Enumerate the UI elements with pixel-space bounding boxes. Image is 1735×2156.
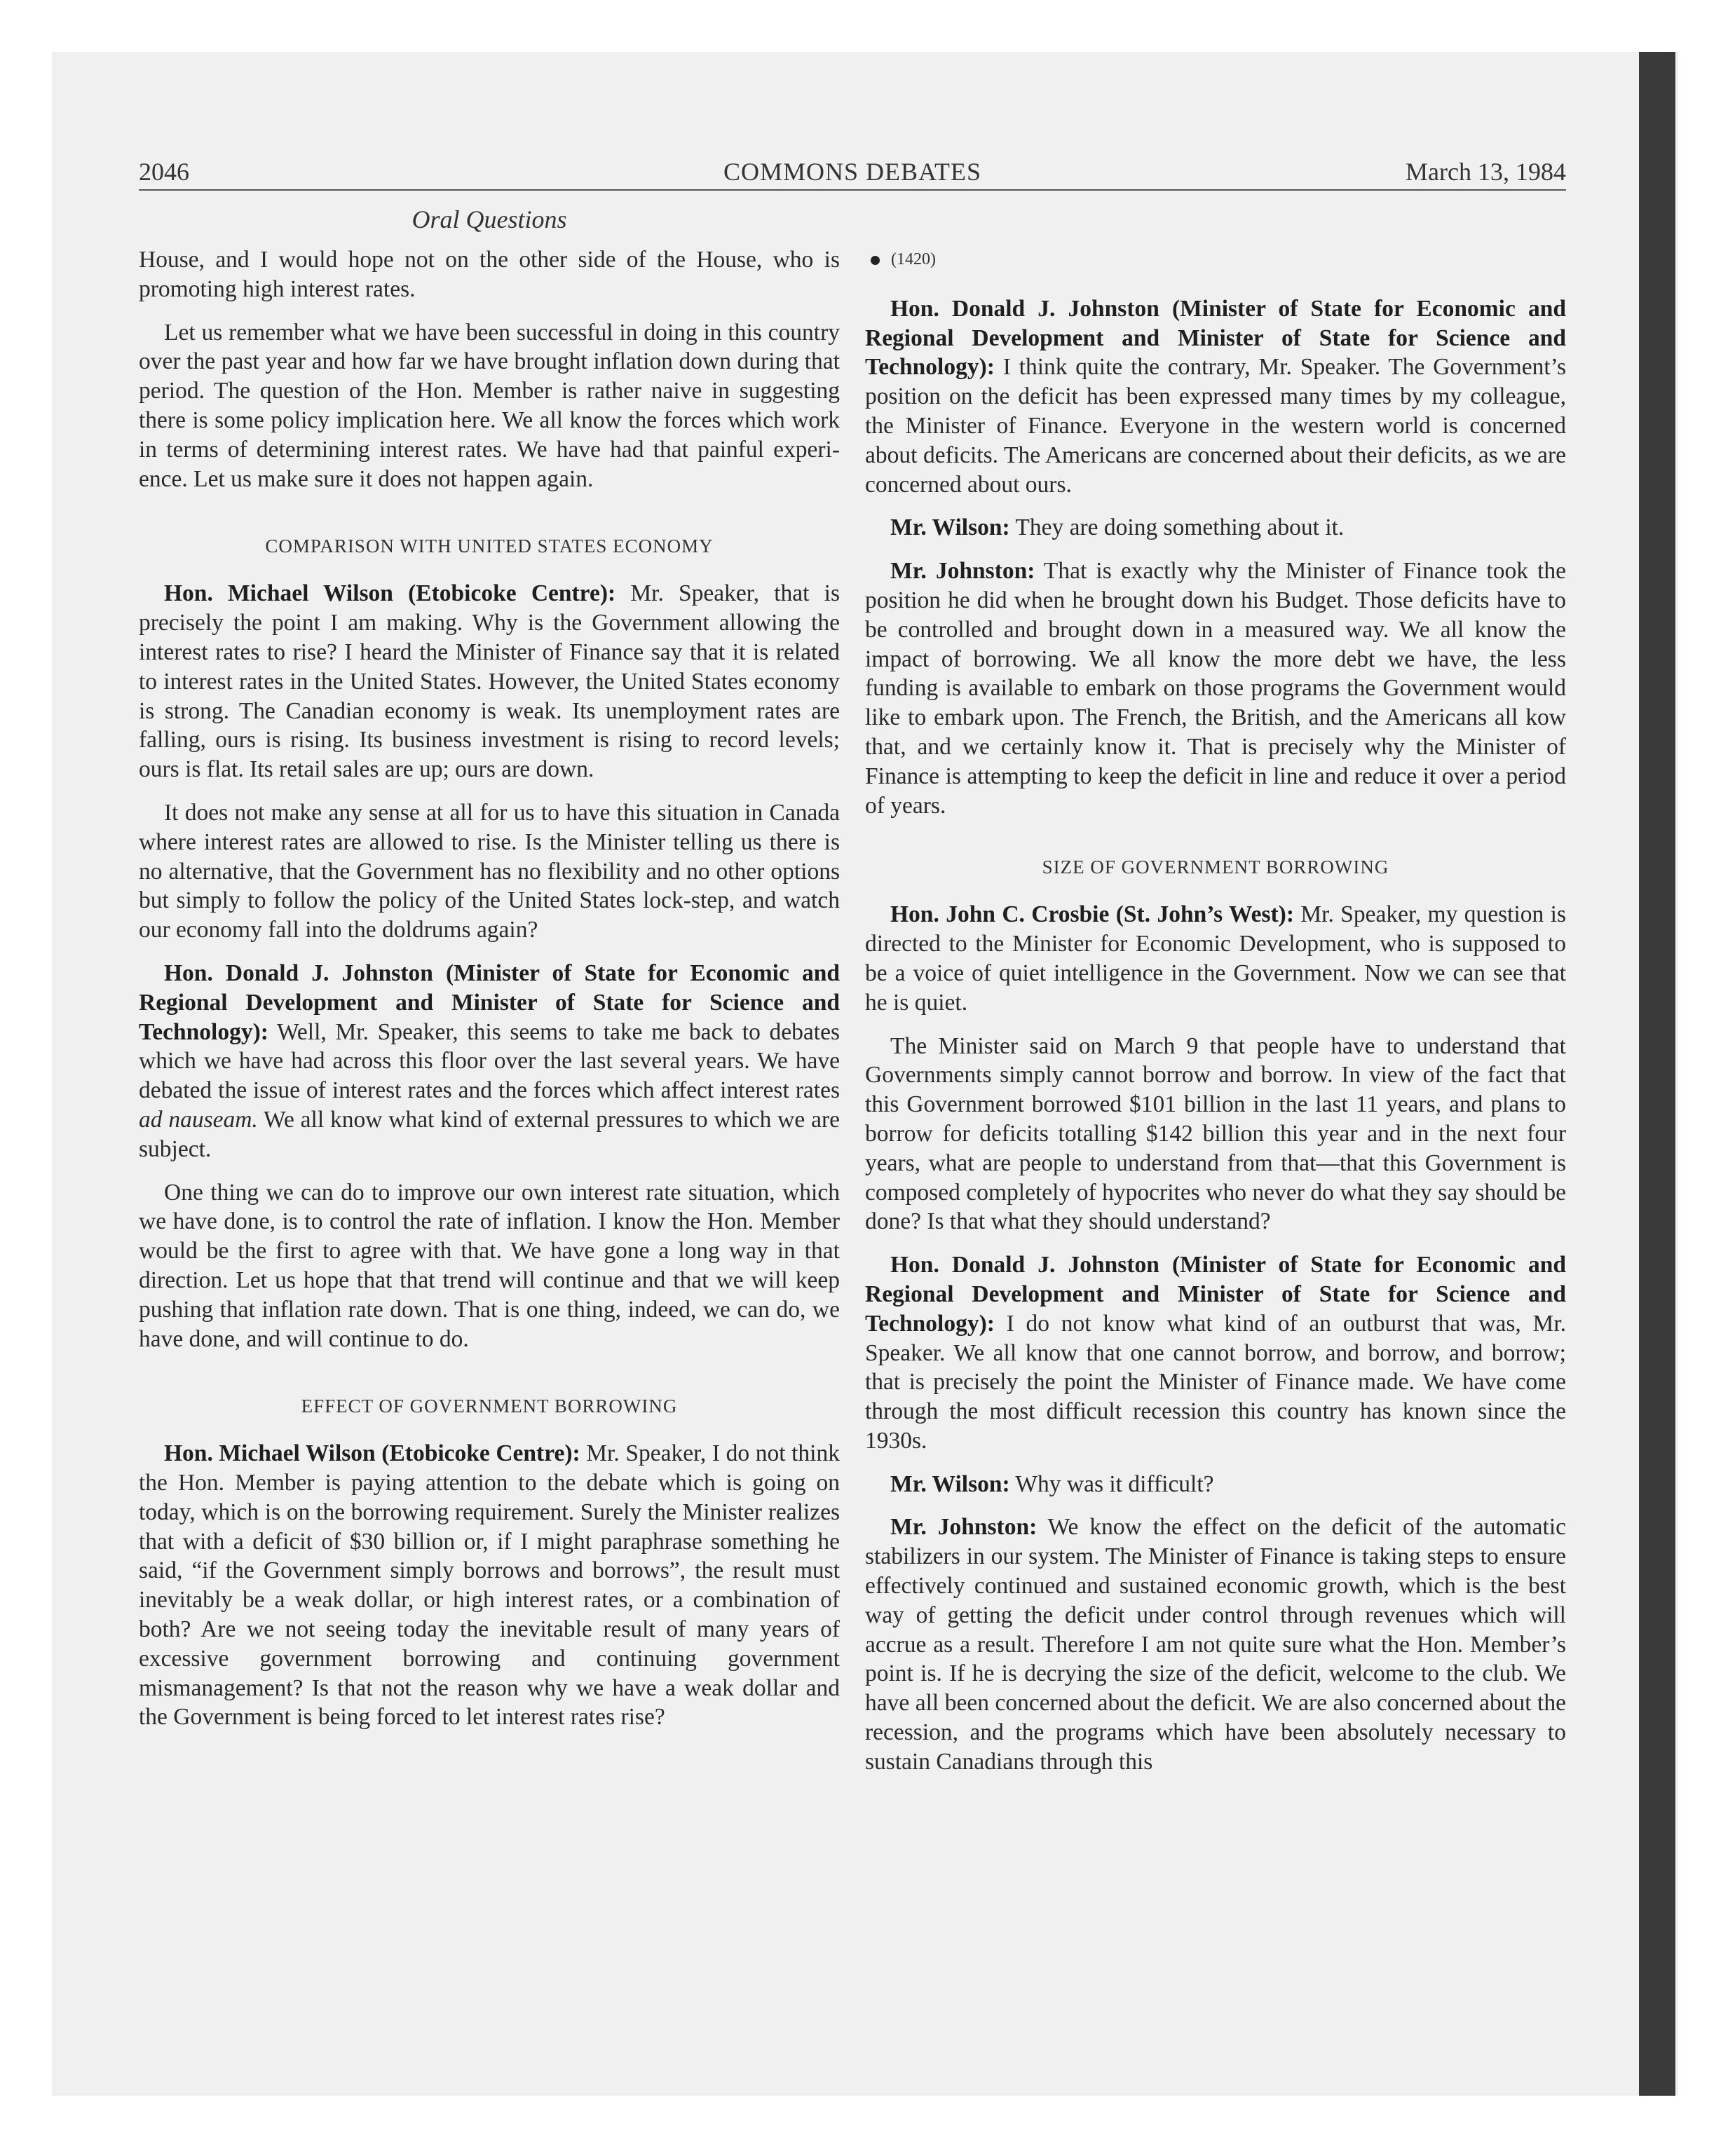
publication-title: COMMONS DEBATES <box>723 158 982 186</box>
speaker-name: Mr. Johnston: <box>890 558 1035 585</box>
scanned-page-edge <box>1639 52 1675 2096</box>
publication-date: March 13, 1984 <box>1406 158 1566 186</box>
speaker-name: Hon. Donald J. Johnston (Minister of State for Economic and Regional Development and Minister of State for Science and Technology): <box>865 295 1566 381</box>
speech-text: That is exactly why the Minister of Finance took the position he did when he brought down his Budget. Those deficits have to be controlled and brought down in a measured way. We all know the impact of borrowing. We all know the more debt we have, the less funding is available to embark on those programs the Government would like to embark upon. The French, the British, and the Americans all kow that, and we certainly know it. That is precisely why the Minister of Finance is attempting to keep the deficit in line and reduce it over a period of years. <box>865 558 1566 819</box>
paragraph: It does not make any sense at all for us to have this situation in Canada where interest rates are allowed to rise. Is the Minister telling us there is no alternative, that the Government has no flexibility and no other options but simply to follow the policy of the United States lock-step, and watch our economy fall into the doldrums again? <box>139 799 840 943</box>
speech-text: Mr. Speaker, I do not think the Hon. Member is paying attention to the debate which is going on today, which is on the borrowing requirement. Surely the Minister realizes that with a deficit of $30 billion or, if I might paraphrase something he said, “if the Government simply borrows and borrows”, the result must inevitably be a weak dollar, or high interest rates, or a combination of both? Are we not seeing today the inevitable result of many years of excessive government borrowing and continuing government mismanagement? Is that not the reason why we have a weak dollar and the Government is being forced to let interest rates rise? <box>139 1440 840 1731</box>
running-head <box>139 156 1566 191</box>
speech-paragraph <box>865 557 1566 820</box>
speech-paragraph <box>139 1439 840 1732</box>
speech-paragraph <box>865 1470 1566 1499</box>
speech-text: Mr. Speaker, my question is directed to the Minister for Economic Development, who is supposed to be a voice of quiet intelligence in the Government. Now we can see that he is quiet. <box>865 901 1566 1016</box>
speech-paragraph <box>865 1513 1566 1776</box>
speaker-name: Hon. Donald J. Johnston (Minister of State for Economic and Regional Development and Minister of State for Science and Technology): <box>865 1252 1566 1337</box>
time-marker <box>871 245 1566 275</box>
speech-text: We know the effect on the deficit of the automatic stabilizers in our system. The Minister of Finance is taking steps to ensure effectively continued and sustained economic growth, which is the best way of getting the deficit under control through revenues which will accrue as a result. Therefore I am not quite sure what the Hon. Member’s point is. If he is decrying the size of the deficit, welcome to the club. We have all been concerned about the deficit. We are also concerned about the recession, and the programs which have been absolutely necessary to sustain Canadians through this <box>865 1514 1566 1775</box>
section-label: Oral Questions <box>411 205 567 233</box>
speaker-name: Hon. Donald J. Johnston (Minister of State for Economic and Regional Development and Minister of State for Science and Technology): <box>139 960 840 1045</box>
paragraph: The Minister said on March 9 that people have to understand that Governments simply cannot borrow and borrow. In view of the fact that this Government borrowed $101 billion in the last 11 years, and plans to borrow for deficits totalling $142 billion this year and in the next four years, what are people to understand from that—that this Government is composed completely of hypocrites who never do what they say should be done? Is that what they should understand? <box>865 1032 1566 1235</box>
section-heading: COMPARISON WITH UNITED STATES ECONOMY <box>265 535 714 557</box>
speaker-name: Mr. Wilson: <box>890 514 1010 541</box>
paragraph: Let us remember what we have been successful in doing in this country over the past year and how far we have brought inflation down during that period. The question of the Hon. Member is rather naive in suggesting there is some policy implication here. We all know the forces which work in terms of determining interest rates. We have had that painful experience. Let us make sure it does not happen again. <box>139 319 840 492</box>
speech-paragraph <box>139 579 840 784</box>
speech-paragraph <box>865 294 1566 500</box>
speech-text: I do not know what kind of an outburst that was, Mr. Speaker. We all know that one cannot borrow, and borrow, and borrow; that is precisely the point the Minister of Finance made. We have come through the most difficult recession this country has known since the 1930s. <box>865 1310 1566 1454</box>
speech-text: Why was it difficult? <box>1009 1471 1214 1497</box>
speech-paragraph <box>865 1250 1566 1456</box>
speaker-name: Mr. Johnston: <box>890 1514 1037 1541</box>
speaker-name: Mr. Wilson: <box>890 1471 1010 1497</box>
speech-text: Well, Mr. Speaker, this seems to take me back to debates which we have had across this floor over the last several years. We have debated the issue of interest rates and the forces which affect interest rates <box>139 1018 840 1104</box>
bullet-icon <box>871 256 880 265</box>
section-heading: EFFECT OF GOVERNMENT BORROWING <box>301 1396 678 1417</box>
italic-phrase: ad nauseam. <box>139 1106 258 1133</box>
speech-paragraph <box>139 959 840 1164</box>
speech-text: They are doing something about it. <box>1009 514 1345 541</box>
paragraph: One thing we can do to improve our own interest rate situation, which we have done, is to control the rate of inflation. I know the Hon. Member would be the first to agree with that. We have gone a long way in that direction. Let us hope that that trend will continue and that we will keep pushing that inflation rate down. That is one thing, indeed, we can do, we have done, and will continue to do. <box>139 1179 840 1352</box>
right-column <box>865 245 1566 1791</box>
left-column <box>139 245 840 1746</box>
speaker-name: Hon. John C. Crosbie (St. John’s West): <box>890 901 1294 928</box>
page-number: 2046 <box>139 158 189 186</box>
speech-text: We all know what kind of external pressures to which we are subject. <box>139 1106 840 1162</box>
paragraph: House, and I would hope not on the other side of the House, who is promoting high interest rates. <box>139 247 840 302</box>
speech-text: Mr. Speaker, that is precisely the point I am making. Why is the Government allowing the interest rates to rise? I heard the Minister of Finance say that it is related to interest rates in the United States. However, the United States economy is strong. The Canadian economy is weak. Its unemployment rates are falling, ours is rising. Its business investment is rising to record levels; ours is flat. Its retail sales are up; ours are down. <box>139 580 840 783</box>
speech-paragraph <box>865 900 1566 1017</box>
section-heading: SIZE OF GOVERNMENT BORROWING <box>1042 857 1389 878</box>
time-marker-text: (1420) <box>891 250 936 268</box>
speech-text: I think quite the contrary, Mr. Speaker. The Government’s position on the deficit has been expressed many times by my colleague, the Minister of Finance. Everyone in the western world is concerned about deficits. The Americans are concerned about their deficits, as we are concerned about ours. <box>865 354 1566 498</box>
speaker-name: Hon. Michael Wilson (Etobicoke Centre): <box>164 580 616 607</box>
speaker-name: Hon. Michael Wilson (Etobicoke Centre): <box>164 1440 580 1467</box>
speech-paragraph <box>865 513 1566 543</box>
